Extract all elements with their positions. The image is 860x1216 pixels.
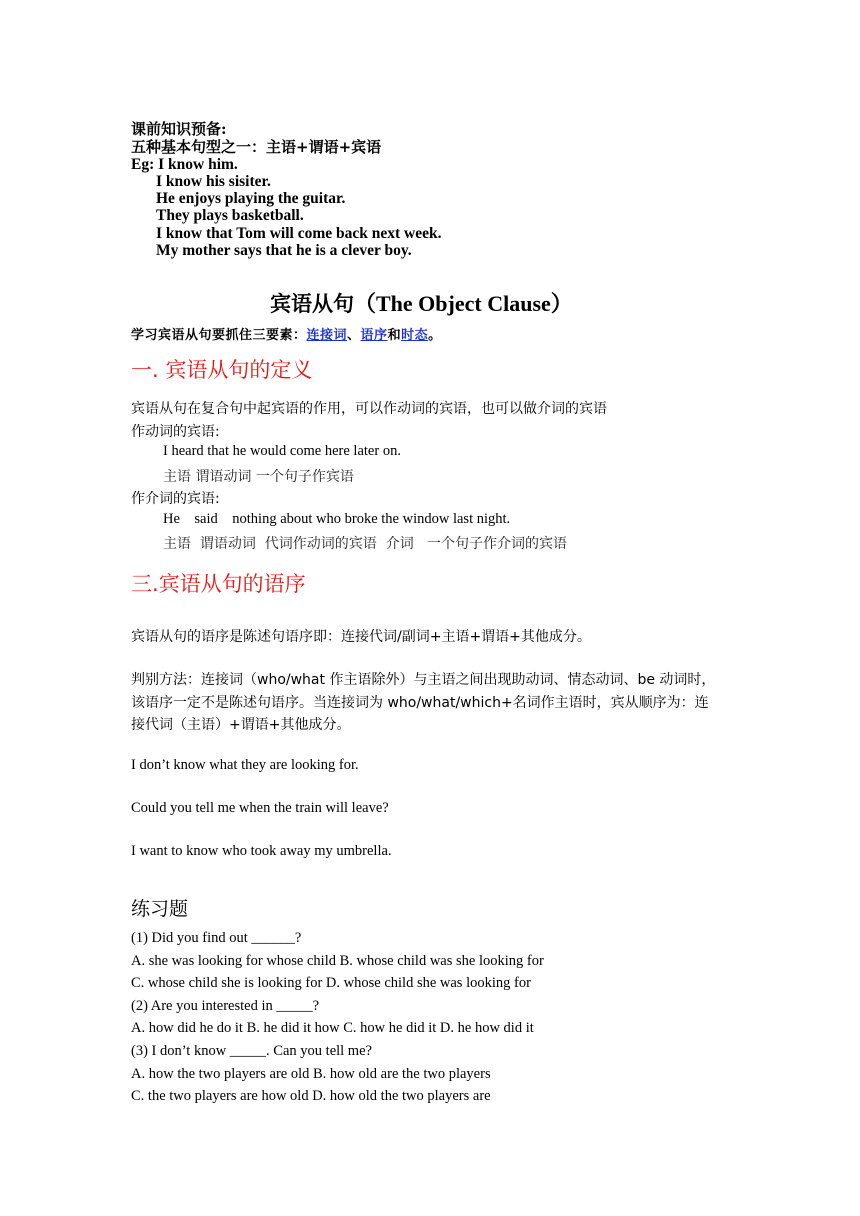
prep-object-annotation: 主语 谓语动词 代词作动词的宾语 介词 一个句子作介词的宾语: [163, 536, 568, 552]
example-sentence: Could you tell me when the train will leave?: [131, 800, 389, 816]
page-title: [270, 287, 573, 318]
exercises-heading: 练习题: [131, 898, 189, 920]
section-heading-word-order: 三.宾语从句的语序: [131, 572, 306, 596]
link-tense[interactable]: 时态: [401, 328, 429, 343]
example-sentence: I want to know who took away my umbrella.: [131, 843, 392, 859]
exercise-line: C. whose child she is looking for D. whose child she was looking for: [131, 975, 531, 991]
exercise-line: (1) Did you find out ______?: [131, 930, 302, 946]
exercise-line: (3) I don’t know _____. Can you tell me?: [131, 1043, 372, 1059]
exercise-line: A. how the two players are old B. how old are the two players: [131, 1066, 491, 1082]
page-title-zh: 宾语从句: [270, 291, 354, 316]
example-line: He enjoys playing the guitar.: [156, 190, 346, 207]
example-line: They plays basketball.: [156, 207, 304, 224]
intro-sep: 、: [347, 328, 361, 343]
example-line: I know that Tom will come back next week.: [156, 225, 442, 242]
link-word-order[interactable]: 语序: [360, 328, 388, 343]
verb-object-example: I heard that he would come here later on.: [163, 443, 401, 459]
exercise-line: C. the two players are how old D. how old the two players are: [131, 1088, 491, 1104]
example-line: I know his sisiter.: [156, 173, 271, 190]
page-title-en: （The Object Clause）: [354, 291, 573, 316]
example-first: Eg: I know him.: [131, 156, 238, 173]
judgment-method-line: 该语序一定不是陈述句语序。当连接词为 who/what/which+名词作主语时，宾从顺序为：连: [131, 695, 709, 711]
intro-text: 学习宾语从句要抓住三要素：: [131, 328, 307, 343]
intro-sep: 和: [387, 328, 402, 343]
section-heading-definition: 一. 宾语从句的定义: [131, 358, 313, 382]
example-line: My mother says that he is a clever boy.: [156, 242, 412, 259]
link-connective[interactable]: 连接词: [306, 328, 348, 343]
intro-end: 。: [428, 328, 442, 343]
prep-object-example: He said nothing about who broke the window last night.: [163, 511, 511, 527]
prep-sentence-pattern: 五种基本句型之一：主语+谓语+宾语: [131, 138, 382, 156]
prep-heading: 课前知识预备:: [131, 120, 227, 138]
judgment-method-line: 接代词（主语）+谓语+其他成分。: [131, 717, 351, 733]
word-order-rule: 宾语从句的语序是陈述句语序即：连接代词/副词+主语+谓语+其他成分。: [131, 629, 591, 645]
verb-object-annotation: 主语 谓语动词 一个句子作宾语: [163, 469, 354, 485]
example-sentence: I don’t know what they are looking for.: [131, 757, 359, 773]
exercise-line: A. how did he do it B. he did it how C. how he did it D. he how did it: [131, 1020, 534, 1036]
exercise-line: (2) Are you interested in _____?: [131, 998, 320, 1014]
judgment-method-line: 判别方法：连接词（who/what 作主语除外）与主语之间出现助动词、情态动词、be 动词时，: [131, 672, 716, 688]
prep-object-label: 作介词的宾语:: [131, 491, 220, 507]
intro-line: [131, 324, 442, 343]
exercise-line: A. she was looking for whose child B. whose child was she looking for: [131, 953, 544, 969]
definition-text: 宾语从句在复合句中起宾语的作用，可以作动词的宾语，也可以做介词的宾语: [131, 401, 607, 417]
verb-object-label: 作动词的宾语:: [131, 424, 220, 440]
